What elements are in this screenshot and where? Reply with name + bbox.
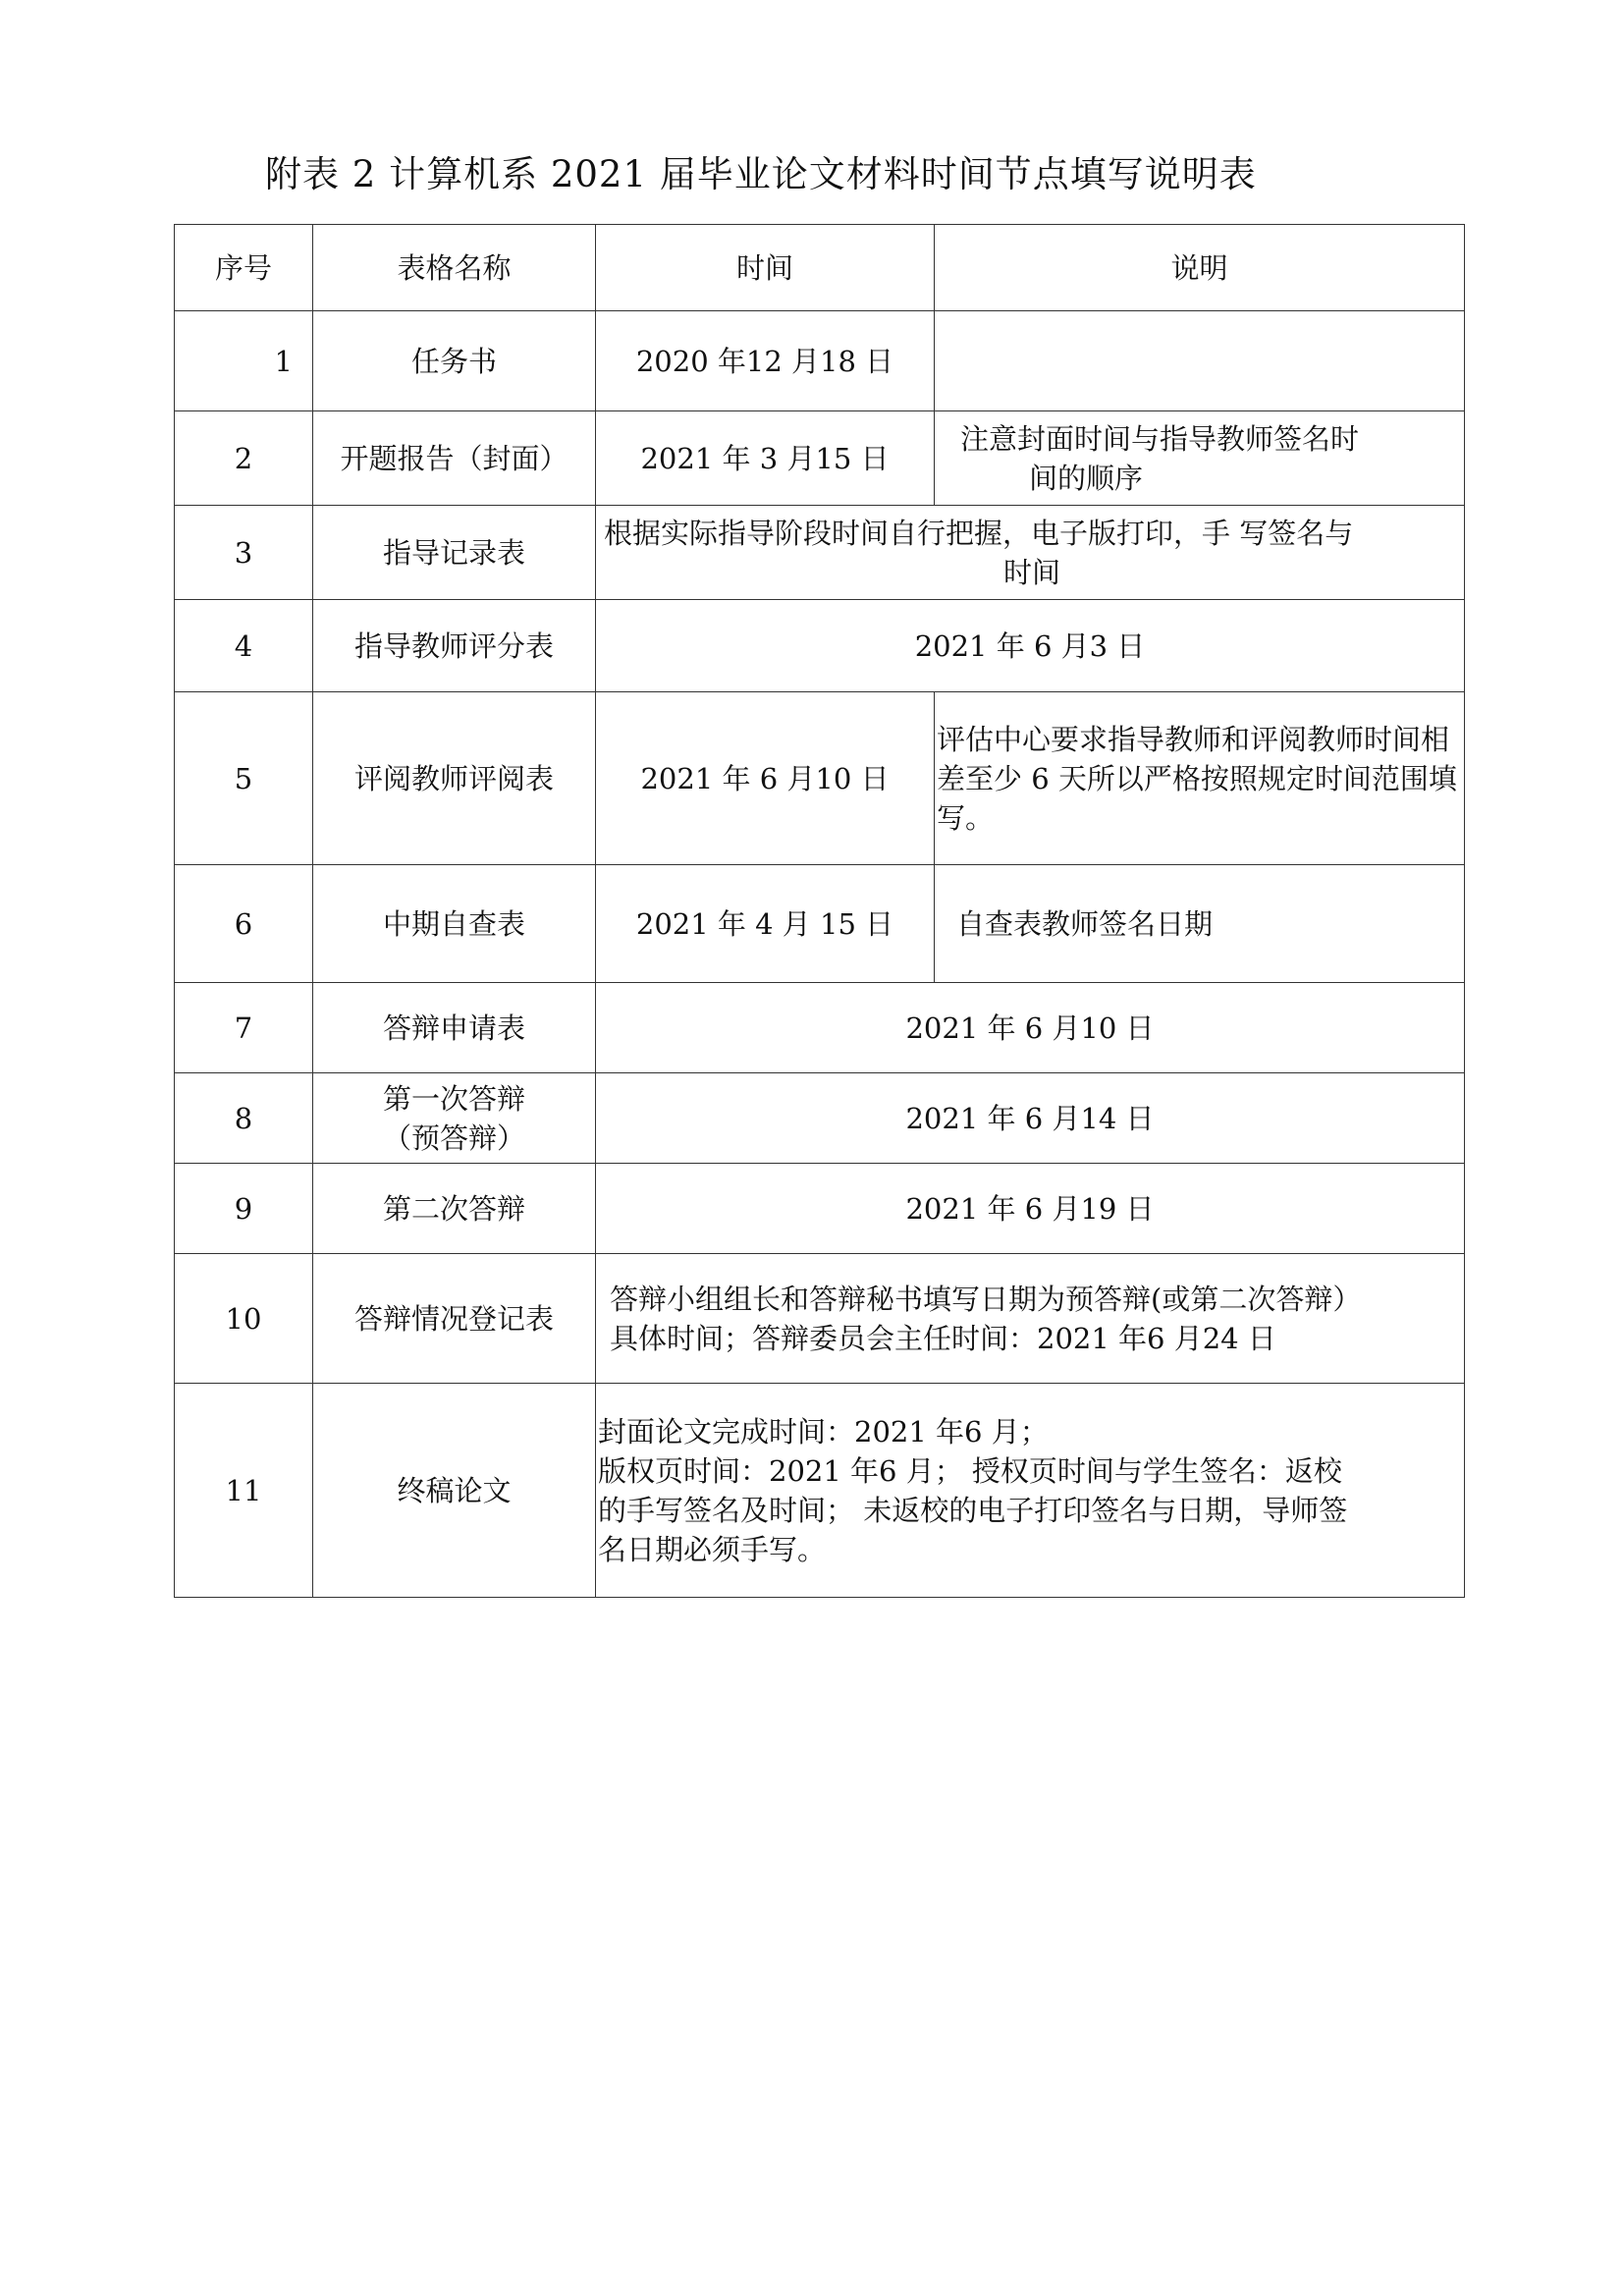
row-note-line: 封面论文完成时间：2021 年6 月；: [598, 1414, 1049, 1449]
row-form-name: 终稿论文: [313, 1384, 596, 1598]
row-note-line: 答辩小组组长和答辩秘书填写日期为预答辩(或第二次答辩）: [610, 1282, 1362, 1316]
table-row: [175, 692, 1465, 865]
row-index: 7: [175, 983, 313, 1073]
row-form-name: 指导教师评分表: [313, 600, 596, 692]
row-form-name: 答辩情况登记表: [313, 1254, 596, 1384]
header-index: 序号: [175, 225, 313, 311]
row-index: 10: [175, 1254, 313, 1384]
row-index: 11: [175, 1384, 313, 1598]
row-index: 1: [175, 311, 313, 411]
row-note: 自查表教师签名日期: [935, 865, 1465, 983]
row-merged-note: [596, 1254, 1465, 1384]
row-note-line: 注意封面时间与指导教师签名时: [960, 421, 1360, 456]
row-index: 6: [175, 865, 313, 983]
row-merged-time: 2021 年 6 月3 日: [596, 600, 1465, 692]
row-index: 8: [175, 1073, 313, 1164]
table-row: [175, 600, 1465, 692]
row-note-line: 的手写签名及时间； 未返校的电子打印签名与日期，导师签: [598, 1493, 1348, 1527]
row-time: 2021 年 4 月 15 日: [596, 865, 935, 983]
page-title: 附表 2 计算机系 2021 届毕业论文材料时间节点填写说明表: [265, 153, 1257, 195]
row-index: 5: [175, 692, 313, 865]
row-merged-note: [596, 506, 1465, 600]
table-row: [175, 1073, 1465, 1164]
row-note: [935, 311, 1465, 411]
table-row: [175, 1164, 1465, 1254]
row-merged-time: 2021 年 6 月19 日: [596, 1164, 1465, 1254]
row-form-name: 任务书: [313, 311, 596, 411]
table-row: [175, 983, 1465, 1073]
row-time: 2021 年 3 月15 日: [596, 411, 935, 506]
header-note: 说明: [935, 225, 1465, 311]
row-merged-note: [596, 1384, 1465, 1598]
row-note-line: 间的顺序: [1029, 461, 1144, 495]
row-form-name-line: 第一次答辩: [382, 1081, 525, 1116]
row-form-name: 开题报告（封面）: [313, 411, 596, 506]
row-index: 4: [175, 600, 313, 692]
row-merged-time: 2021 年 6 月10 日: [596, 983, 1465, 1073]
row-form-name: 第二次答辩: [313, 1164, 596, 1254]
row-form-name-line: （预答辩）: [382, 1121, 525, 1155]
row-note-line: 名日期必须手写。: [598, 1532, 827, 1566]
table-row: [175, 411, 1465, 506]
row-form-name: 指导记录表: [313, 506, 596, 600]
row-index: 2: [175, 411, 313, 506]
row-note-line: 根据实际指导阶段时间自行把握，电子版打印，手 写签名与: [604, 516, 1354, 550]
row-form-name: 评阅教师评阅表: [313, 692, 596, 865]
row-merged-time: 2021 年 6 月14 日: [596, 1073, 1465, 1164]
header-form-name: 表格名称: [313, 225, 596, 311]
row-index: 9: [175, 1164, 313, 1254]
table-row: [175, 865, 1465, 983]
row-note-line: 具体时间；答辩委员会主任时间：2021 年6 月24 日: [610, 1321, 1276, 1355]
row-time: 2020 年12 月18 日: [596, 311, 935, 411]
table-row: [175, 311, 1465, 411]
row-note: 评估中心要求指导教师和评阅教师时间相差至少 6 天所以严格按照规定时间范围填写。: [935, 692, 1465, 865]
row-note-line: 版权页时间：2021 年6 月； 授权页时间与学生签名：返校: [598, 1453, 1342, 1488]
row-form-name: 答辩申请表: [313, 983, 596, 1073]
row-note-line: 时间: [1002, 555, 1060, 589]
row-time: 2021 年 6 月10 日: [596, 692, 935, 865]
table-row: [175, 506, 1465, 600]
table-header-row: [175, 225, 1465, 311]
table-row: [175, 1384, 1465, 1598]
row-index: 3: [175, 506, 313, 600]
schedule-table: [174, 224, 1465, 1598]
row-note: [935, 411, 1465, 506]
row-form-name: [313, 1073, 596, 1164]
header-time: 时间: [596, 225, 935, 311]
row-form-name: 中期自查表: [313, 865, 596, 983]
table-row: [175, 1254, 1465, 1384]
